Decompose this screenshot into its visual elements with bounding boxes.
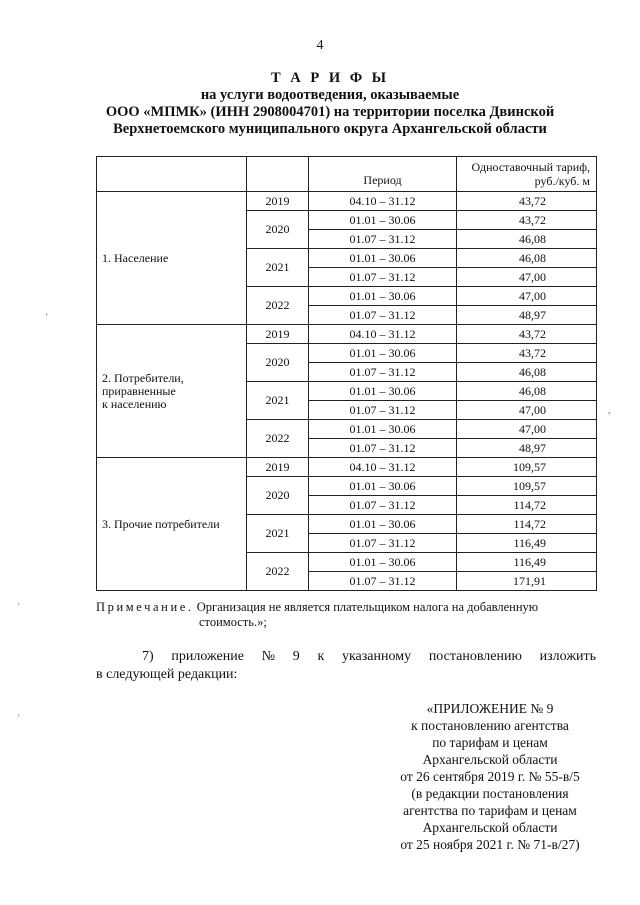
paragraph-word: приложение <box>171 649 244 664</box>
paragraph-word: постановлению <box>428 649 522 664</box>
period-cell: 01.07 – 31.12 <box>309 230 457 249</box>
table-row <box>97 325 597 344</box>
tariff-value-cell: 43,72 <box>457 211 597 230</box>
margin-mark: ' <box>18 602 20 612</box>
paragraph-word: изложить <box>539 649 596 664</box>
year-cell: 2021 <box>247 382 309 420</box>
consumer-group-label: к населению <box>102 396 167 411</box>
consumer-group-label: приравненные <box>102 383 176 398</box>
period-cell: 01.07 – 31.12 <box>309 496 457 515</box>
tariff-value-cell: 43,72 <box>457 192 597 211</box>
consumer-group-cell <box>97 325 247 458</box>
tariff-value-cell: 114,72 <box>457 515 597 534</box>
year-cell: 2019 <box>247 192 309 211</box>
note-text-line-2: стоимость.»; <box>199 615 267 629</box>
period-cell: 01.01 – 30.06 <box>309 420 457 439</box>
tariff-value-cell: 48,97 <box>457 306 597 325</box>
paragraph-word: указанному <box>341 649 412 664</box>
consumer-group-cell <box>97 192 247 325</box>
appendix-line: агентства по тарифам и ценам <box>403 803 577 818</box>
tariff-value-cell: 43,72 <box>457 325 597 344</box>
tariff-value-cell: 114,72 <box>457 496 597 515</box>
margin-mark: ' <box>18 713 20 723</box>
appendix-line: Архангельской области <box>422 820 558 835</box>
year-cell: 2022 <box>247 553 309 591</box>
tariff-value-cell: 116,49 <box>457 534 597 553</box>
period-cell: 01.07 – 31.12 <box>309 401 457 420</box>
period-cell: 04.10 – 31.12 <box>309 458 457 477</box>
note-label: Примечание. <box>96 600 194 614</box>
tariff-value-cell: 46,08 <box>457 230 597 249</box>
title-heading: Т А Р И Ф Ы <box>270 70 390 86</box>
year-cell: 2020 <box>247 477 309 515</box>
year-cell: 2020 <box>247 344 309 382</box>
year-cell: 2022 <box>247 287 309 325</box>
tariff-value-cell: 46,08 <box>457 249 597 268</box>
consumer-group-label: 2. Потребители, <box>102 370 184 385</box>
period-cell: 04.10 – 31.12 <box>309 192 457 211</box>
appendix-line: по тарифам и ценам <box>432 735 548 750</box>
paragraph-7 <box>96 648 596 684</box>
title-line-2: на услуги водоотведения, оказываемые <box>200 87 460 103</box>
period-cell: 04.10 – 31.12 <box>309 325 457 344</box>
appendix-line: (в редакции постановления <box>411 786 569 801</box>
period-cell: 01.07 – 31.12 <box>309 534 457 553</box>
appendix-line: Архангельской области <box>422 752 558 767</box>
note-text-line-1: Организация не является плательщиком налога на добавленную <box>196 600 539 614</box>
header-period: Период <box>309 157 457 192</box>
tariff-value-cell: 43,72 <box>457 344 597 363</box>
margin-mark: ' <box>46 312 48 322</box>
tariff-value-cell: 171,91 <box>457 572 597 591</box>
header-tariff <box>457 157 597 192</box>
tariff-value-cell: 47,00 <box>457 401 597 420</box>
paragraph-word: к <box>317 649 325 664</box>
tariff-table-body <box>97 157 597 591</box>
paragraph-line-2: в следующей редакции: <box>96 667 238 682</box>
tariff-value-cell: 48,97 <box>457 439 597 458</box>
period-cell: 01.01 – 30.06 <box>309 249 457 268</box>
note <box>96 600 596 630</box>
tariff-value-cell: 116,49 <box>457 553 597 572</box>
consumer-group-label: 3. Прочие потребители <box>102 516 220 531</box>
paragraph-word: 9 <box>292 649 300 664</box>
period-cell: 01.07 – 31.12 <box>309 572 457 591</box>
appendix-line: «ПРИЛОЖЕНИЕ № 9 <box>426 701 554 716</box>
page-number: 4 <box>316 38 324 53</box>
header-tariff-line-2: руб./куб. м <box>534 174 590 188</box>
margin-mark: , <box>608 405 611 415</box>
period-cell: 01.07 – 31.12 <box>309 268 457 287</box>
header-empty-cell <box>247 157 309 192</box>
tariff-value-cell: 47,00 <box>457 420 597 439</box>
tariff-table <box>96 156 597 591</box>
period-cell: 01.01 – 30.06 <box>309 515 457 534</box>
paragraph-word: 7) <box>142 649 154 664</box>
year-cell: 2021 <box>247 515 309 553</box>
appendix-line: от 25 ноября 2021 г. № 71-в/27) <box>400 837 580 852</box>
tariff-value-cell: 47,00 <box>457 268 597 287</box>
year-cell: 2021 <box>247 249 309 287</box>
period-cell: 01.01 – 30.06 <box>309 553 457 572</box>
tariff-value-cell: 46,08 <box>457 363 597 382</box>
table-row <box>97 192 597 211</box>
paragraph-line-1 <box>96 648 596 666</box>
year-cell: 2019 <box>247 325 309 344</box>
year-cell: 2022 <box>247 420 309 458</box>
tariff-value-cell: 47,00 <box>457 287 597 306</box>
consumer-group-label: 1. Население <box>102 250 169 265</box>
tariff-value-cell: 46,08 <box>457 382 597 401</box>
period-cell: 01.01 – 30.06 <box>309 477 457 496</box>
period-cell: 01.07 – 31.12 <box>309 363 457 382</box>
tariff-value-cell: 109,57 <box>457 477 597 496</box>
table-row <box>97 458 597 477</box>
appendix-header <box>380 700 600 853</box>
period-cell: 01.01 – 30.06 <box>309 287 457 306</box>
document-title <box>40 70 620 138</box>
period-cell: 01.01 – 30.06 <box>309 382 457 401</box>
table-header-row <box>97 157 597 192</box>
title-line-3: ООО «МПМК» (ИНН 2908004701) на территории поселка Двинской <box>105 104 555 120</box>
paragraph-word: № <box>261 649 275 664</box>
year-cell: 2019 <box>247 458 309 477</box>
period-cell: 01.07 – 31.12 <box>309 306 457 325</box>
consumer-group-cell <box>97 458 247 591</box>
appendix-line: от 26 сентября 2019 г. № 55-в/5 <box>400 769 580 784</box>
title-line-4: Верхнетоемского муниципального округа Архангельской области <box>113 121 547 137</box>
tariff-value-cell: 109,57 <box>457 458 597 477</box>
period-cell: 01.01 – 30.06 <box>309 344 457 363</box>
header-tariff-line-1: Одноставочный тариф, <box>471 160 590 174</box>
header-empty-cell <box>97 157 247 192</box>
period-cell: 01.01 – 30.06 <box>309 211 457 230</box>
year-cell: 2020 <box>247 211 309 249</box>
appendix-line: к постановлению агентства <box>411 718 569 733</box>
period-cell: 01.07 – 31.12 <box>309 439 457 458</box>
